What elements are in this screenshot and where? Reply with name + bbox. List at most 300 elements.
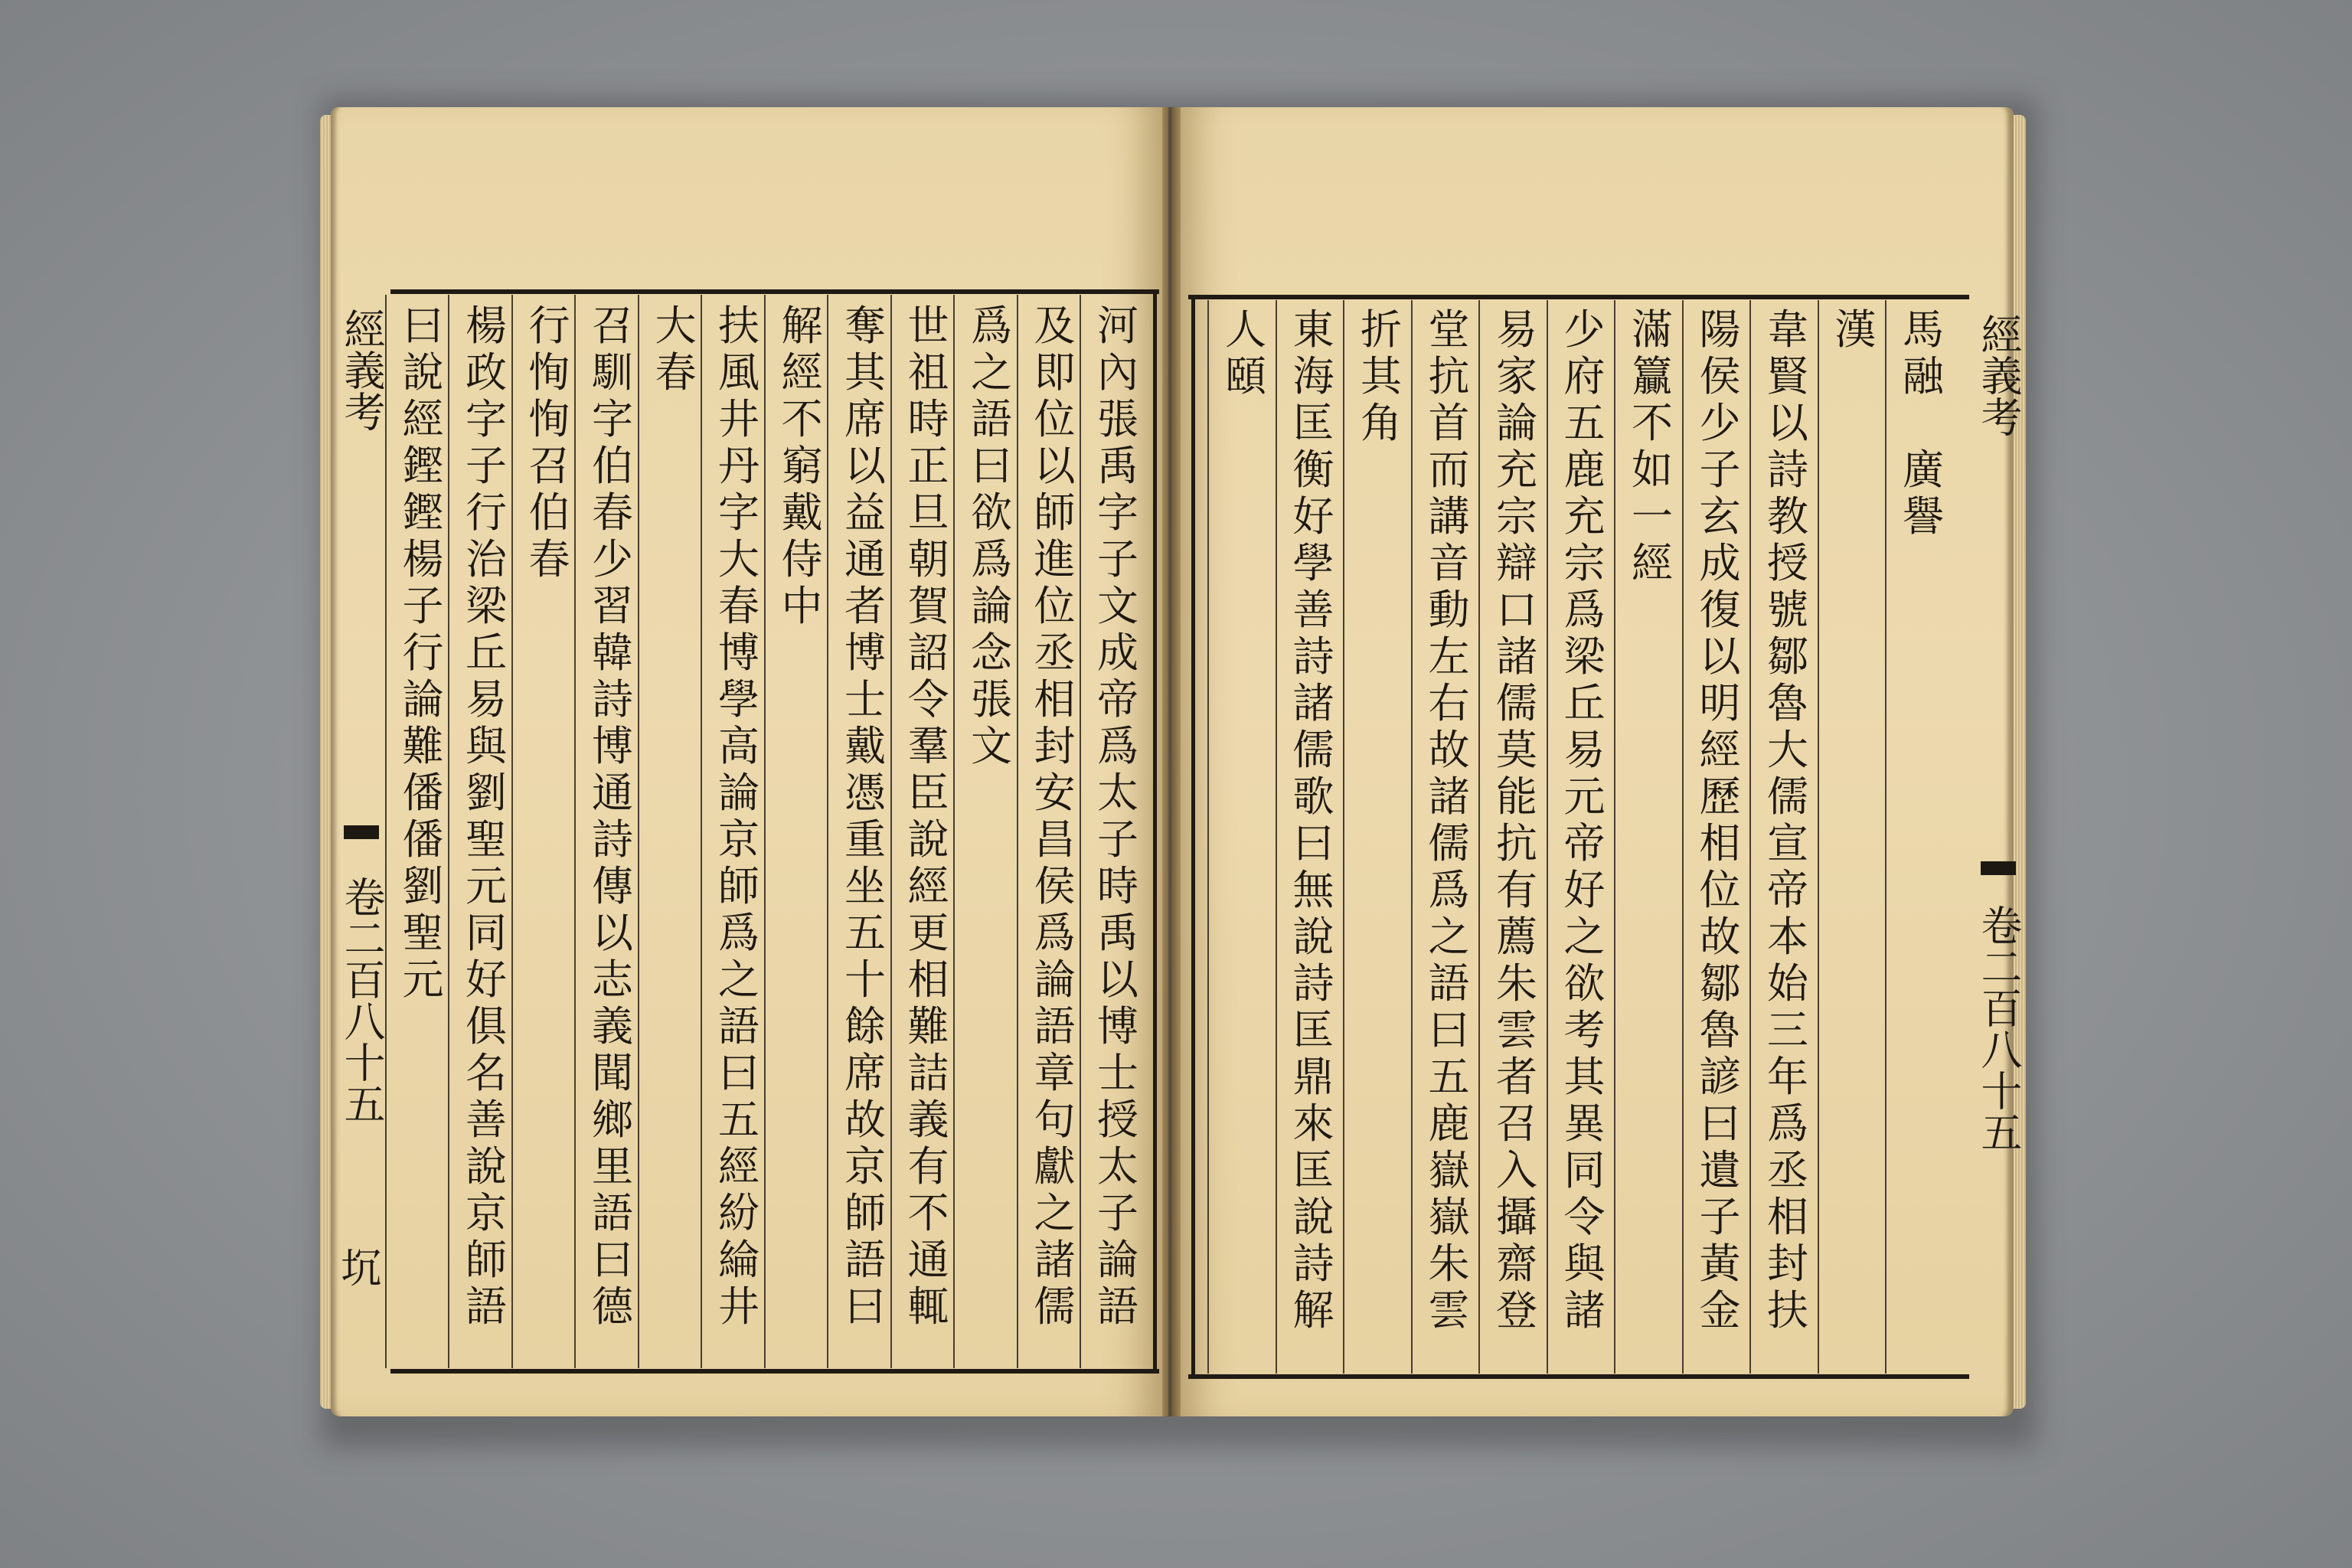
glyph xyxy=(1893,400,1954,446)
glyph: 右 xyxy=(1428,679,1470,727)
glyph: 五 xyxy=(1428,1053,1470,1101)
left-fold-folio: 坈 xyxy=(341,1244,382,1292)
glyph: 如 xyxy=(1632,446,1673,494)
column-text xyxy=(645,302,707,396)
glyph: 者 xyxy=(844,582,886,630)
glyph: 語 xyxy=(1034,1002,1076,1050)
column-text xyxy=(1283,306,1344,1334)
glyph: 嶽 xyxy=(1428,1146,1470,1194)
glyph: 元 xyxy=(402,956,444,1004)
glyph: 宣 xyxy=(1767,819,1808,867)
glyph: 經 xyxy=(718,1142,760,1191)
glyph: 井 xyxy=(718,1282,760,1331)
glyph: 鼎 xyxy=(1292,1053,1334,1101)
glyph: 席 xyxy=(844,1049,886,1097)
column-text xyxy=(1622,306,1683,586)
glyph: 學 xyxy=(718,675,760,724)
glyph: 僠 xyxy=(402,815,444,864)
right-frame-bottom-rule xyxy=(1188,1374,1969,1379)
glyph: 席 xyxy=(844,395,886,443)
column-text xyxy=(582,302,643,1330)
glyph: 輒 xyxy=(907,1282,949,1331)
glyph: 爲 xyxy=(1563,586,1606,634)
glyph: 相 xyxy=(1699,819,1741,867)
text-column xyxy=(454,302,518,1330)
glyph: 風 xyxy=(718,348,760,397)
glyph: 扶 xyxy=(718,302,760,350)
glyph: 聞 xyxy=(592,1049,633,1097)
glyph: 不 xyxy=(1632,399,1673,447)
glyph: 位 xyxy=(1034,395,1076,443)
glyph: 薦 xyxy=(1496,913,1537,961)
glyph: 詩 xyxy=(1292,959,1334,1008)
glyph: 語 xyxy=(592,1189,633,1237)
glyph: 博 xyxy=(592,722,633,770)
glyph: 令 xyxy=(907,675,949,724)
glyph: 禹 xyxy=(1097,909,1138,957)
glyph: 匡 xyxy=(1292,1006,1334,1054)
glyph: 人 xyxy=(1225,305,1266,354)
column-rule xyxy=(1276,300,1277,1374)
text-column xyxy=(1417,306,1481,1334)
glyph: 賀 xyxy=(907,582,949,630)
glyph: 諸 xyxy=(1496,632,1537,681)
glyph: 召 xyxy=(592,302,633,350)
glyph: 名 xyxy=(466,1049,507,1097)
glyph: 經 xyxy=(907,862,949,910)
glyph: 講 xyxy=(1428,492,1470,541)
glyph: 詩 xyxy=(1292,1240,1334,1288)
glyph: 者 xyxy=(1496,1053,1537,1101)
glyph: 頤 xyxy=(1225,352,1266,400)
glyph: 廣 xyxy=(1903,446,1944,494)
glyph: 以 xyxy=(1097,956,1138,1004)
glyph: 劉 xyxy=(466,769,507,817)
glyph: 解 xyxy=(1292,1286,1334,1334)
glyph: 諸 xyxy=(1292,679,1334,727)
glyph: 春 xyxy=(655,348,697,397)
glyph: 黃 xyxy=(1699,1240,1741,1288)
glyph: 曰 xyxy=(718,1049,760,1097)
glyph: 重 xyxy=(844,815,886,864)
glyph: 大 xyxy=(1767,726,1808,774)
glyph: 辯 xyxy=(1496,539,1537,587)
glyph: 鏗 xyxy=(402,488,444,537)
glyph: 不 xyxy=(907,1189,949,1237)
glyph: 其 xyxy=(844,348,886,397)
left-frame-top-rule xyxy=(390,289,1159,294)
glyph: 之 xyxy=(1428,913,1470,961)
glyph: 宗 xyxy=(1563,539,1606,587)
glyph: 紛 xyxy=(718,1189,760,1237)
column-text xyxy=(1690,306,1751,1334)
text-column xyxy=(707,302,771,1330)
glyph: 五 xyxy=(844,909,886,957)
glyph: 復 xyxy=(1699,586,1741,634)
glyph: 三 xyxy=(1767,1006,1808,1054)
left-fold-title: 經義考 xyxy=(338,308,386,432)
glyph: 說 xyxy=(1292,913,1334,961)
column-rule xyxy=(1885,300,1886,1374)
glyph: 教 xyxy=(1767,492,1808,541)
glyph: 馴 xyxy=(592,348,633,397)
glyph: 融 xyxy=(1903,352,1944,400)
glyph: 諸 xyxy=(1034,1236,1076,1284)
glyph: 成 xyxy=(1699,539,1741,587)
text-column xyxy=(1553,306,1617,1334)
right-fold-volume: 卷二百八十五 xyxy=(1975,904,2023,1152)
glyph: 鹿 xyxy=(1428,1099,1470,1148)
column-text xyxy=(1351,306,1412,446)
glyph: 傳 xyxy=(592,862,633,910)
glyph: 益 xyxy=(844,488,886,537)
glyph: 語 xyxy=(844,1236,886,1284)
glyph: 子 xyxy=(1699,446,1741,494)
glyph: 之 xyxy=(1563,913,1606,961)
glyph: 易 xyxy=(1496,305,1537,354)
glyph: 曰 xyxy=(1428,1006,1470,1054)
glyph: 金 xyxy=(1699,1286,1741,1334)
column-text xyxy=(1486,306,1547,1334)
glyph: 相 xyxy=(907,956,949,1004)
glyph: 陽 xyxy=(1699,305,1741,354)
column-text xyxy=(898,302,959,1330)
glyph: 莫 xyxy=(1496,726,1537,774)
glyph: 恂 xyxy=(528,348,570,397)
glyph: 始 xyxy=(1767,959,1808,1008)
glyph: 東 xyxy=(1292,305,1334,354)
glyph: 侯 xyxy=(1034,862,1076,910)
text-column xyxy=(1023,302,1087,1330)
column-text xyxy=(1825,306,1886,353)
glyph: 本 xyxy=(1767,913,1808,961)
glyph: 匡 xyxy=(1292,1146,1334,1194)
glyph: 京 xyxy=(844,1142,886,1191)
text-column xyxy=(1620,306,1684,586)
glyph: 爲 xyxy=(718,909,760,957)
glyph: 禹 xyxy=(1097,442,1138,490)
glyph: 少 xyxy=(1563,305,1606,354)
glyph: 詩 xyxy=(592,815,633,864)
text-column xyxy=(580,302,645,1330)
column-text xyxy=(456,302,517,1330)
glyph: 曰 xyxy=(1699,1099,1741,1148)
glyph: 羣 xyxy=(907,722,949,770)
glyph: 師 xyxy=(466,1236,507,1284)
glyph: 入 xyxy=(1496,1146,1537,1194)
glyph: 儒 xyxy=(1034,1282,1076,1331)
glyph: 高 xyxy=(718,722,760,770)
glyph: 召 xyxy=(1496,1099,1537,1148)
glyph: 詩 xyxy=(1767,446,1808,494)
text-column xyxy=(1756,306,1820,1334)
glyph: 來 xyxy=(1292,1099,1334,1148)
glyph: 張 xyxy=(1097,395,1138,443)
glyph: 歌 xyxy=(1292,773,1334,821)
column-text xyxy=(835,302,896,1330)
glyph: 張 xyxy=(971,675,1012,724)
text-column xyxy=(1688,306,1753,1334)
glyph: 魯 xyxy=(1767,679,1808,727)
glyph: 少 xyxy=(1699,399,1741,447)
glyph: 鏗 xyxy=(402,442,444,490)
glyph: 師 xyxy=(718,862,760,910)
glyph: 楊 xyxy=(466,302,507,350)
glyph: 諺 xyxy=(1699,1053,1741,1101)
glyph: 世 xyxy=(907,302,949,350)
glyph: 說 xyxy=(907,815,949,864)
glyph: 詩 xyxy=(1292,632,1334,681)
glyph: 語 xyxy=(466,1282,507,1331)
glyph: 戴 xyxy=(781,488,823,537)
glyph: 說 xyxy=(466,1142,507,1191)
glyph: 授 xyxy=(1097,1096,1138,1144)
glyph: 伯 xyxy=(528,488,570,537)
glyph: 能 xyxy=(1496,773,1537,821)
glyph: 博 xyxy=(844,629,886,677)
glyph: 鹿 xyxy=(1563,446,1606,494)
glyph: 字 xyxy=(592,395,633,443)
glyph: 論 xyxy=(971,582,1012,630)
glyph: 丘 xyxy=(466,629,507,677)
glyph: 年 xyxy=(1767,1053,1808,1101)
glyph: 經 xyxy=(1699,726,1741,774)
glyph: 齋 xyxy=(1496,1240,1537,1288)
column-text xyxy=(519,302,580,583)
glyph: 文 xyxy=(971,722,1012,770)
glyph: 井 xyxy=(718,395,760,443)
glyph: 帝 xyxy=(1097,675,1138,724)
glyph: 譽 xyxy=(1903,492,1944,541)
glyph: 曰 xyxy=(402,302,444,350)
glyph: 朝 xyxy=(907,535,949,583)
glyph: 家 xyxy=(1496,352,1537,400)
glyph: 音 xyxy=(1428,539,1470,587)
left-frame-right-rule xyxy=(1153,289,1157,1374)
glyph: 滿 xyxy=(1632,305,1673,354)
column-text xyxy=(1893,306,1954,540)
glyph: 論 xyxy=(1496,399,1537,447)
glyph: 以 xyxy=(1699,632,1741,681)
glyph: 梁 xyxy=(1563,632,1606,681)
glyph: 及 xyxy=(1034,302,1076,350)
glyph: 號 xyxy=(1767,586,1808,634)
right-frame-top-rule xyxy=(1188,295,1969,299)
text-column xyxy=(1349,306,1413,446)
fish-tail-mark xyxy=(344,825,379,839)
glyph: 義 xyxy=(907,1096,949,1144)
glyph: 春 xyxy=(592,488,633,537)
glyph: 位 xyxy=(1034,582,1076,630)
glyph: 里 xyxy=(592,1142,633,1191)
glyph: 首 xyxy=(1428,399,1470,447)
glyph: 子 xyxy=(402,582,444,630)
glyph: 時 xyxy=(1097,862,1138,910)
glyph: 成 xyxy=(1097,629,1138,677)
glyph: 欲 xyxy=(1563,959,1606,1008)
glyph: 易 xyxy=(466,675,507,724)
glyph: 侍 xyxy=(781,535,823,583)
glyph: 太 xyxy=(1097,769,1138,817)
glyph: 大 xyxy=(655,302,697,350)
glyph: 海 xyxy=(1292,352,1334,400)
glyph: 曰 xyxy=(844,1282,886,1331)
glyph: 衡 xyxy=(1292,446,1334,494)
book-gutter xyxy=(1162,107,1181,1416)
glyph: 說 xyxy=(1292,1193,1334,1241)
glyph: 五 xyxy=(1563,399,1606,447)
glyph: 字 xyxy=(1097,488,1138,537)
glyph: 故 xyxy=(1428,726,1470,774)
glyph: 雲 xyxy=(1496,1006,1537,1054)
glyph: 爲 xyxy=(1034,909,1076,957)
glyph: 解 xyxy=(781,302,823,350)
glyph: 正 xyxy=(907,442,949,490)
glyph: 歷 xyxy=(1699,773,1741,821)
glyph: 之 xyxy=(971,348,1012,397)
text-column xyxy=(518,302,582,583)
glyph: 詩 xyxy=(592,675,633,724)
glyph: 位 xyxy=(1699,866,1741,914)
glyph: 通 xyxy=(907,1236,949,1284)
glyph: 帝 xyxy=(1563,819,1606,867)
glyph: 論 xyxy=(402,675,444,724)
glyph: 昌 xyxy=(1034,815,1076,864)
glyph: 明 xyxy=(1699,679,1741,727)
glyph: 博 xyxy=(1097,1002,1138,1050)
text-column xyxy=(1485,306,1549,1334)
glyph: 政 xyxy=(466,348,507,397)
column-text xyxy=(393,302,454,1003)
glyph: 進 xyxy=(1034,535,1076,583)
glyph: 以 xyxy=(1034,442,1076,490)
glyph: 語 xyxy=(1097,1282,1138,1331)
glyph: 相 xyxy=(1767,1193,1808,1241)
glyph: 諸 xyxy=(1428,773,1470,821)
glyph: 經 xyxy=(781,348,823,397)
glyph: 堂 xyxy=(1428,305,1470,354)
glyph: 爲 xyxy=(971,302,1012,350)
right-frame-left-rule xyxy=(1191,295,1195,1379)
glyph: 俱 xyxy=(466,1002,507,1050)
glyph: 語 xyxy=(1428,959,1470,1008)
glyph: 其 xyxy=(1563,1053,1606,1101)
glyph: 以 xyxy=(844,442,886,490)
glyph: 士 xyxy=(844,675,886,724)
left-fold-volume: 卷二百八十五 xyxy=(338,876,386,1124)
text-column xyxy=(1086,302,1150,1330)
glyph: 語 xyxy=(971,395,1012,443)
text-column xyxy=(1214,306,1278,400)
glyph: 故 xyxy=(1699,913,1741,961)
glyph: 之 xyxy=(1034,1189,1076,1237)
glyph: 坐 xyxy=(844,862,886,910)
text-column xyxy=(391,302,456,1003)
glyph: 授 xyxy=(1767,539,1808,587)
column-rule xyxy=(1207,300,1209,1374)
text-column xyxy=(959,302,1024,769)
glyph: 侯 xyxy=(1699,352,1741,400)
glyph: 師 xyxy=(1034,488,1076,537)
glyph: 太 xyxy=(1097,1142,1138,1191)
glyph: 詔 xyxy=(907,629,949,677)
glyph: 河 xyxy=(1097,302,1138,350)
glyph: 馬 xyxy=(1903,305,1944,354)
glyph: 好 xyxy=(1563,866,1606,914)
text-column xyxy=(833,302,897,1330)
glyph: 文 xyxy=(1097,582,1138,630)
glyph: 丹 xyxy=(718,442,760,490)
glyph: 朱 xyxy=(1428,1240,1470,1288)
glyph: 嶽 xyxy=(1428,1193,1470,1241)
left-frame-bottom-rule xyxy=(390,1369,1159,1374)
glyph: 登 xyxy=(1496,1286,1537,1334)
glyph: 僠 xyxy=(402,769,444,817)
glyph: 經 xyxy=(1632,539,1673,587)
glyph: 善 xyxy=(466,1096,507,1144)
glyph: 子 xyxy=(1097,815,1138,864)
glyph: 抗 xyxy=(1428,352,1470,400)
glyph: 旦 xyxy=(907,488,949,537)
column-text xyxy=(1419,306,1480,1334)
glyph: 易 xyxy=(1563,726,1606,774)
column-rule xyxy=(701,295,702,1368)
column-text xyxy=(772,302,833,629)
glyph: 安 xyxy=(1034,769,1076,817)
glyph: 綸 xyxy=(718,1236,760,1284)
glyph: 十 xyxy=(844,956,886,1004)
glyph: 元 xyxy=(1563,773,1606,821)
glyph: 曰 xyxy=(1292,819,1334,867)
glyph: 博 xyxy=(718,629,760,677)
glyph: 難 xyxy=(402,722,444,770)
glyph: 魯 xyxy=(1699,1006,1741,1054)
glyph: 朱 xyxy=(1496,959,1537,1008)
glyph: 論 xyxy=(718,769,760,817)
glyph: 行 xyxy=(402,629,444,677)
glyph: 爲 xyxy=(1767,1099,1808,1148)
glyph: 有 xyxy=(1496,866,1537,914)
glyph: 德 xyxy=(592,1282,633,1331)
glyph: 召 xyxy=(528,442,570,490)
text-column xyxy=(1891,306,1955,540)
glyph: 之 xyxy=(718,956,760,1004)
glyph: 以 xyxy=(1767,399,1808,447)
glyph: 同 xyxy=(466,909,507,957)
glyph: 韓 xyxy=(592,629,633,677)
glyph: 字 xyxy=(718,488,760,537)
glyph: 府 xyxy=(1563,352,1606,400)
glyph: 諸 xyxy=(1563,1286,1606,1334)
glyph: 子 xyxy=(1097,535,1138,583)
glyph: 餘 xyxy=(844,1002,886,1050)
glyph: 詰 xyxy=(907,1049,949,1097)
glyph: 相 xyxy=(1034,675,1076,724)
glyph: 攝 xyxy=(1496,1193,1537,1241)
right-fold-column xyxy=(1966,302,2030,1174)
glyph: 子 xyxy=(466,442,507,490)
glyph: 聖 xyxy=(402,909,444,957)
glyph: 好 xyxy=(466,956,507,1004)
glyph: 善 xyxy=(1292,586,1334,634)
glyph: 與 xyxy=(466,722,507,770)
glyph: 與 xyxy=(1563,1240,1606,1288)
glyph: 憑 xyxy=(844,769,886,817)
glyph: 章 xyxy=(1034,1049,1076,1097)
glyph: 口 xyxy=(1496,586,1537,634)
glyph: 充 xyxy=(1496,446,1537,494)
column-rule xyxy=(1411,300,1413,1374)
